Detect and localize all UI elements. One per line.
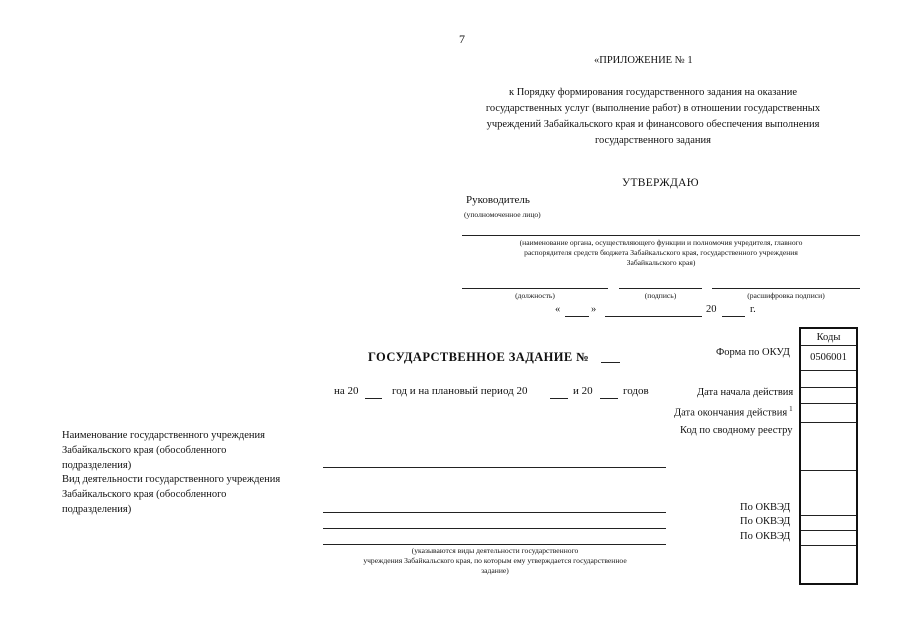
appendix-title: «ПРИЛОЖЕНИЕ № 1 — [594, 55, 693, 66]
activity-label-line: подразделения) — [62, 504, 132, 515]
institution-label-line: Наименование государственного учреждения — [62, 430, 265, 441]
institution-label — [62, 428, 265, 473]
codes-divider — [801, 422, 856, 423]
date-month-line — [605, 316, 702, 317]
okud-label: Форма по ОКУД — [716, 347, 790, 358]
activity-label — [62, 472, 280, 517]
signature-hint: (подпись) — [644, 291, 677, 300]
activity-hint-line: (указываются виды деятельности государственного — [411, 546, 579, 555]
org-hint-line: (наименование органа, осуществляющего функции и полномочия учредителя, главного — [519, 238, 803, 247]
appendix-line: государственных услуг (выполнение работ) в отношении государственных — [485, 103, 821, 114]
signature-line — [619, 288, 702, 289]
position-hint: (должность) — [515, 291, 555, 300]
form-title: ГОСУДАРСТВЕННОЕ ЗАДАНИЕ № — [368, 350, 590, 364]
codes-divider — [801, 530, 856, 531]
end-date-text: Дата окончания действия — [674, 407, 788, 419]
head-hint: (уполномоченное лицо) — [464, 210, 541, 219]
decoding-hint: (расшифровка подписи) — [747, 291, 825, 300]
activity-line-1 — [323, 512, 666, 513]
period-middle: год и на плановый период 20 — [392, 385, 528, 397]
date-year-prefix: 20 — [706, 304, 717, 315]
okved-label: По ОКВЭД — [740, 531, 791, 542]
plan-year2-line — [600, 398, 618, 399]
okved-label: По ОКВЭД — [740, 516, 791, 527]
appendix-line: учреждений Забайкальского края и финансового обеспечения выполнения — [486, 119, 820, 130]
start-date-label: Дата начала действия — [697, 387, 794, 398]
codes-divider — [801, 345, 856, 346]
okud-code: 0506001 — [810, 352, 847, 363]
activity-label-line: Вид деятельности государственного учреждения — [62, 474, 281, 485]
activity-hint-line: учреждения Забайкальского края, по которым ему утверждается государственное — [363, 556, 627, 566]
codes-divider — [801, 515, 856, 516]
codes-header: Коды — [816, 332, 841, 343]
registry-label: Код по сводному реестру — [680, 425, 793, 436]
period-suffix: годов — [623, 385, 649, 397]
position-line — [462, 288, 608, 289]
head-label: Руководитель — [466, 194, 530, 206]
institution-label-line: подразделения) — [62, 460, 132, 471]
codes-divider — [801, 545, 856, 546]
codes-divider — [801, 403, 856, 404]
okved-label: По ОКВЭД — [740, 502, 791, 513]
activity-label-line: Забайкальского края (обособленного — [62, 489, 227, 500]
end-date-label — [674, 406, 793, 419]
institution-label-line: Забайкальского края (обособленного — [62, 445, 227, 456]
institution-name-line — [323, 467, 666, 468]
date-close-quote: » — [591, 304, 597, 315]
date-year-line — [722, 316, 745, 317]
codes-divider — [801, 370, 856, 371]
activity-hint — [300, 546, 690, 576]
appendix-text — [438, 85, 868, 149]
date-year-suffix: г. — [750, 304, 756, 315]
activity-line-3 — [323, 544, 666, 545]
date-open-quote: « — [555, 304, 561, 315]
period-year-line — [365, 398, 382, 399]
form-number-line — [601, 362, 620, 363]
appendix-line: к Порядку формирования государственного задания на оказание — [509, 87, 797, 98]
decoding-line — [712, 288, 860, 289]
approve-heading: УТВЕРЖДАЮ — [622, 177, 699, 189]
activity-line-2 — [323, 528, 666, 529]
codes-divider — [801, 387, 856, 388]
footnote-mark: 1 — [789, 405, 793, 413]
org-name-line — [462, 235, 860, 236]
org-hint-line: Забайкальского края) — [626, 258, 696, 268]
plan-year1-line — [550, 398, 568, 399]
date-day-line — [565, 316, 589, 317]
page-number: 7 — [459, 32, 465, 46]
appendix-line: государственного задания — [594, 135, 711, 146]
org-hint-line: распорядителя средств бюджета Забайкальского края, государственного учреждения — [524, 248, 798, 258]
org-hint — [462, 238, 860, 268]
activity-hint-line: задание) — [481, 566, 509, 576]
codes-divider — [801, 470, 856, 471]
codes-table — [799, 327, 858, 585]
period-prefix: на 20 — [334, 385, 359, 397]
period-and: и 20 — [573, 385, 593, 397]
